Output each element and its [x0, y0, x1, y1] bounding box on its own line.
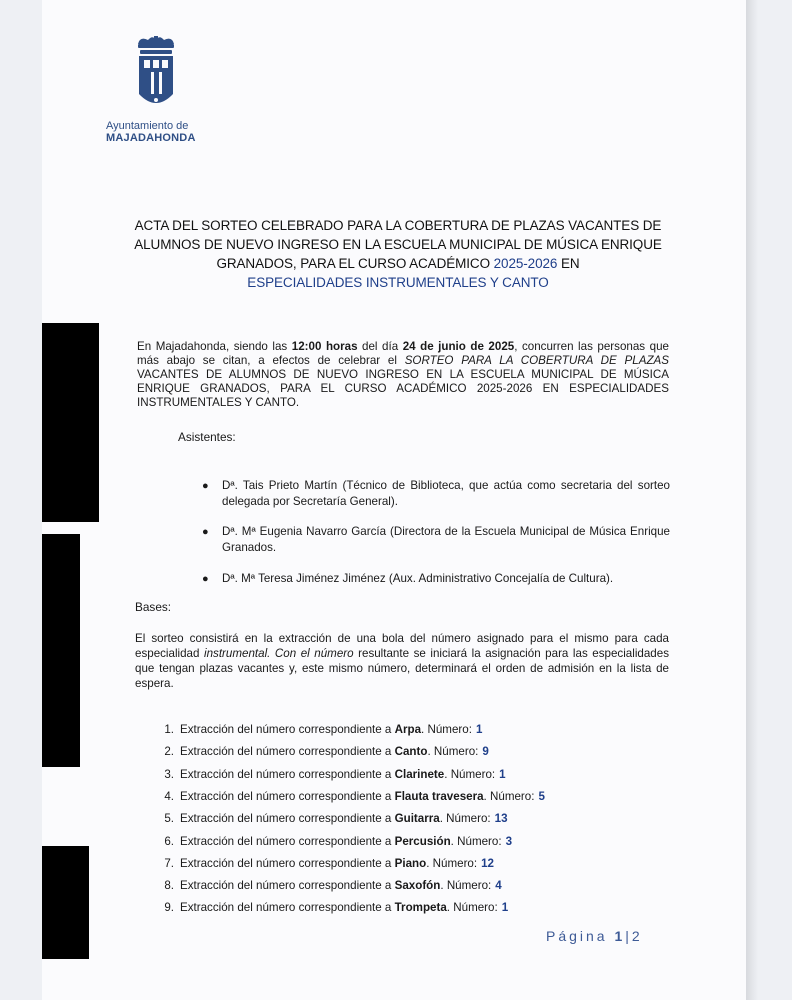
draw-specialty: Arpa	[394, 723, 422, 736]
attendee-text: Dª. Mª Teresa Jiménez Jiménez (Aux. Administrativo Concejalía de Cultura).	[222, 572, 614, 585]
draw-index: 4.	[164, 789, 174, 803]
intro-italic: SORTEO PARA LA COBERTURA DE PLAZAS	[404, 354, 669, 367]
page-edge	[746, 0, 758, 1000]
draw-number-label: Número:	[427, 723, 472, 736]
attendees-label: Asistentes:	[178, 430, 236, 444]
draw-specialty: Canto	[394, 745, 428, 759]
attendee-text: Dª. Tais Prieto Martín (Técnico de Biblioteca, que actúa como secretaria del sorteo delegada por Secretaría General).	[222, 479, 670, 508]
draw-number-label: Número:	[450, 767, 496, 781]
draw-number-value: 12	[481, 856, 495, 870]
bases-paragraph	[135, 631, 669, 691]
draw-number-value: 13	[494, 812, 508, 826]
draw-prefix: Extracción del número correspondiente a	[180, 901, 395, 915]
bullet-icon: ●	[202, 573, 209, 585]
draw-punct: .	[446, 901, 454, 915]
draw-punct: .	[421, 723, 428, 736]
draw-number-value: 5	[538, 789, 545, 803]
page-separator: |	[625, 928, 632, 944]
draw-index: 2.	[164, 745, 174, 759]
organization-line2: MAJADAHONDA	[106, 132, 196, 144]
draw-specialty: Clarinete	[394, 767, 445, 781]
bases-italic: instrumental. Con el número	[204, 647, 354, 660]
draw-item	[150, 876, 670, 896]
draw-index: 8.	[164, 879, 174, 893]
intro-time: 12:00 horas	[291, 340, 358, 353]
draw-punct: .	[427, 745, 434, 759]
document-title	[118, 216, 678, 292]
intro-text: del día	[357, 340, 403, 353]
draw-item	[150, 854, 670, 874]
bases-text: resultante se iniciará la asignación para las especialidades que tengan plazas vacantes y, este mismo número, determinará el orden de admisión en la lista de espera.	[135, 647, 669, 690]
page-total: 2	[631, 928, 643, 944]
attendee-text: Dª. Mª Eugenia Navarro García (Directora de la Escuela Municipal de Música Enrique Granados.	[222, 525, 670, 554]
draw-prefix: Extracción del número correspondiente a	[180, 723, 395, 736]
title-line3-start: GRANADOS, PARA EL CURSO ACADÉMICO	[216, 256, 494, 271]
attendee-item	[202, 524, 670, 556]
draw-index: 9.	[164, 901, 174, 915]
title-line3-end: EN	[557, 256, 580, 271]
draw-item	[150, 832, 670, 852]
draw-number-value: 3	[505, 834, 513, 848]
title-line3	[118, 254, 678, 273]
draw-punct: .	[450, 834, 458, 848]
draw-punct: .	[444, 767, 451, 781]
draw-prefix: Extracción del número correspondiente a	[180, 834, 395, 848]
draw-number-label: Número:	[446, 812, 491, 826]
draw-specialty: Guitarra	[394, 812, 440, 826]
draw-prefix: Extracción del número correspondiente a	[180, 789, 395, 803]
draw-specialty: Saxofón	[394, 879, 441, 893]
draw-number-value: 1	[499, 767, 506, 781]
draw-index: 6.	[164, 834, 174, 848]
intro-text: , concurren las personas que más abajo se citan, a efectos de celebrar el	[137, 340, 669, 367]
draw-specialty: Percusión	[394, 834, 451, 848]
draw-prefix: Extracción del número correspondiente a	[180, 745, 395, 759]
draw-punct: .	[440, 879, 447, 893]
page-current: 1	[614, 928, 626, 944]
page-number	[546, 928, 643, 944]
bullet-icon: ●	[202, 526, 209, 538]
intro-text: VACANTES DE ALUMNOS DE NUEVO INGRESO EN LA ESCUELA MUNICIPAL DE MÚSICA ENRIQUE GRANADOS, PARA EL CURSO ACADÉMICO 2025-2026 EN ESPECIALIDADES INSTRUMENTALES Y CANTO.	[137, 368, 669, 409]
draw-number-value: 1	[475, 723, 483, 736]
page-word: Página	[546, 928, 608, 944]
draw-item	[150, 742, 670, 762]
draw-punct: .	[483, 789, 490, 803]
draw-number-value: 9	[482, 745, 489, 759]
redaction-bar	[42, 846, 89, 959]
bases-label: Bases:	[135, 600, 172, 614]
draw-number-label: Número:	[446, 879, 492, 893]
draw-specialty: Trompeta	[394, 901, 447, 915]
title-academic-year: 2025-2026	[493, 256, 558, 271]
draw-number-value: 1	[501, 901, 509, 915]
redaction-bar	[42, 534, 80, 767]
title-line4: ESPECIALIDADES INSTRUMENTALES Y CANTO	[247, 275, 549, 290]
draw-specialty: Flauta travesera	[394, 789, 484, 803]
attendee-item	[202, 478, 670, 510]
draw-prefix: Extracción del número correspondiente a	[180, 812, 395, 826]
title-line2: ALUMNOS DE NUEVO INGRESO EN LA ESCUELA MUNICIPAL DE MÚSICA ENRIQUE	[134, 237, 662, 252]
intro-paragraph	[137, 340, 669, 410]
draw-item	[150, 787, 670, 807]
draw-item	[150, 898, 670, 918]
title-line1: ACTA DEL SORTEO CELEBRADO PARA LA COBERTURA DE PLAZAS VACANTES DE	[134, 218, 662, 233]
intro-date: 24 de junio de 2025	[402, 340, 515, 353]
attendee-item	[202, 571, 670, 587]
redaction-bar	[42, 323, 99, 522]
intro-text: En Majadahonda, siendo las	[137, 340, 292, 353]
organization-line1: Ayuntamiento de	[106, 120, 189, 132]
draw-index: 5.	[164, 812, 174, 826]
draw-prefix: Extracción del número correspondiente a	[180, 856, 395, 870]
draw-number-label: Número:	[433, 745, 479, 759]
draw-punct: .	[439, 812, 447, 826]
draw-number-label: Número:	[490, 789, 535, 803]
draw-punct: .	[426, 856, 433, 870]
draw-number-value: 4	[495, 879, 502, 893]
draw-index: 3.	[164, 767, 174, 781]
draw-index: 7.	[164, 856, 174, 870]
bases-text: El sorteo consistirá en la extracción de una bola del número asignado para el mismo para cada especialidad	[135, 632, 669, 660]
draw-item	[150, 809, 670, 829]
bullet-icon: ●	[202, 480, 209, 492]
draw-number-label: Número:	[453, 901, 498, 915]
organization-name	[106, 120, 216, 144]
draw-item	[150, 765, 670, 785]
draw-number-label: Número:	[432, 856, 478, 870]
draw-item	[150, 720, 670, 740]
draw-index: 1.	[164, 723, 174, 736]
majadahonda-crest-logo	[130, 36, 182, 118]
draw-prefix: Extracción del número correspondiente a	[180, 879, 395, 893]
draw-number-label: Número:	[457, 834, 502, 848]
draw-specialty: Piano	[394, 856, 427, 870]
draw-prefix: Extracción del número correspondiente a	[180, 767, 395, 781]
